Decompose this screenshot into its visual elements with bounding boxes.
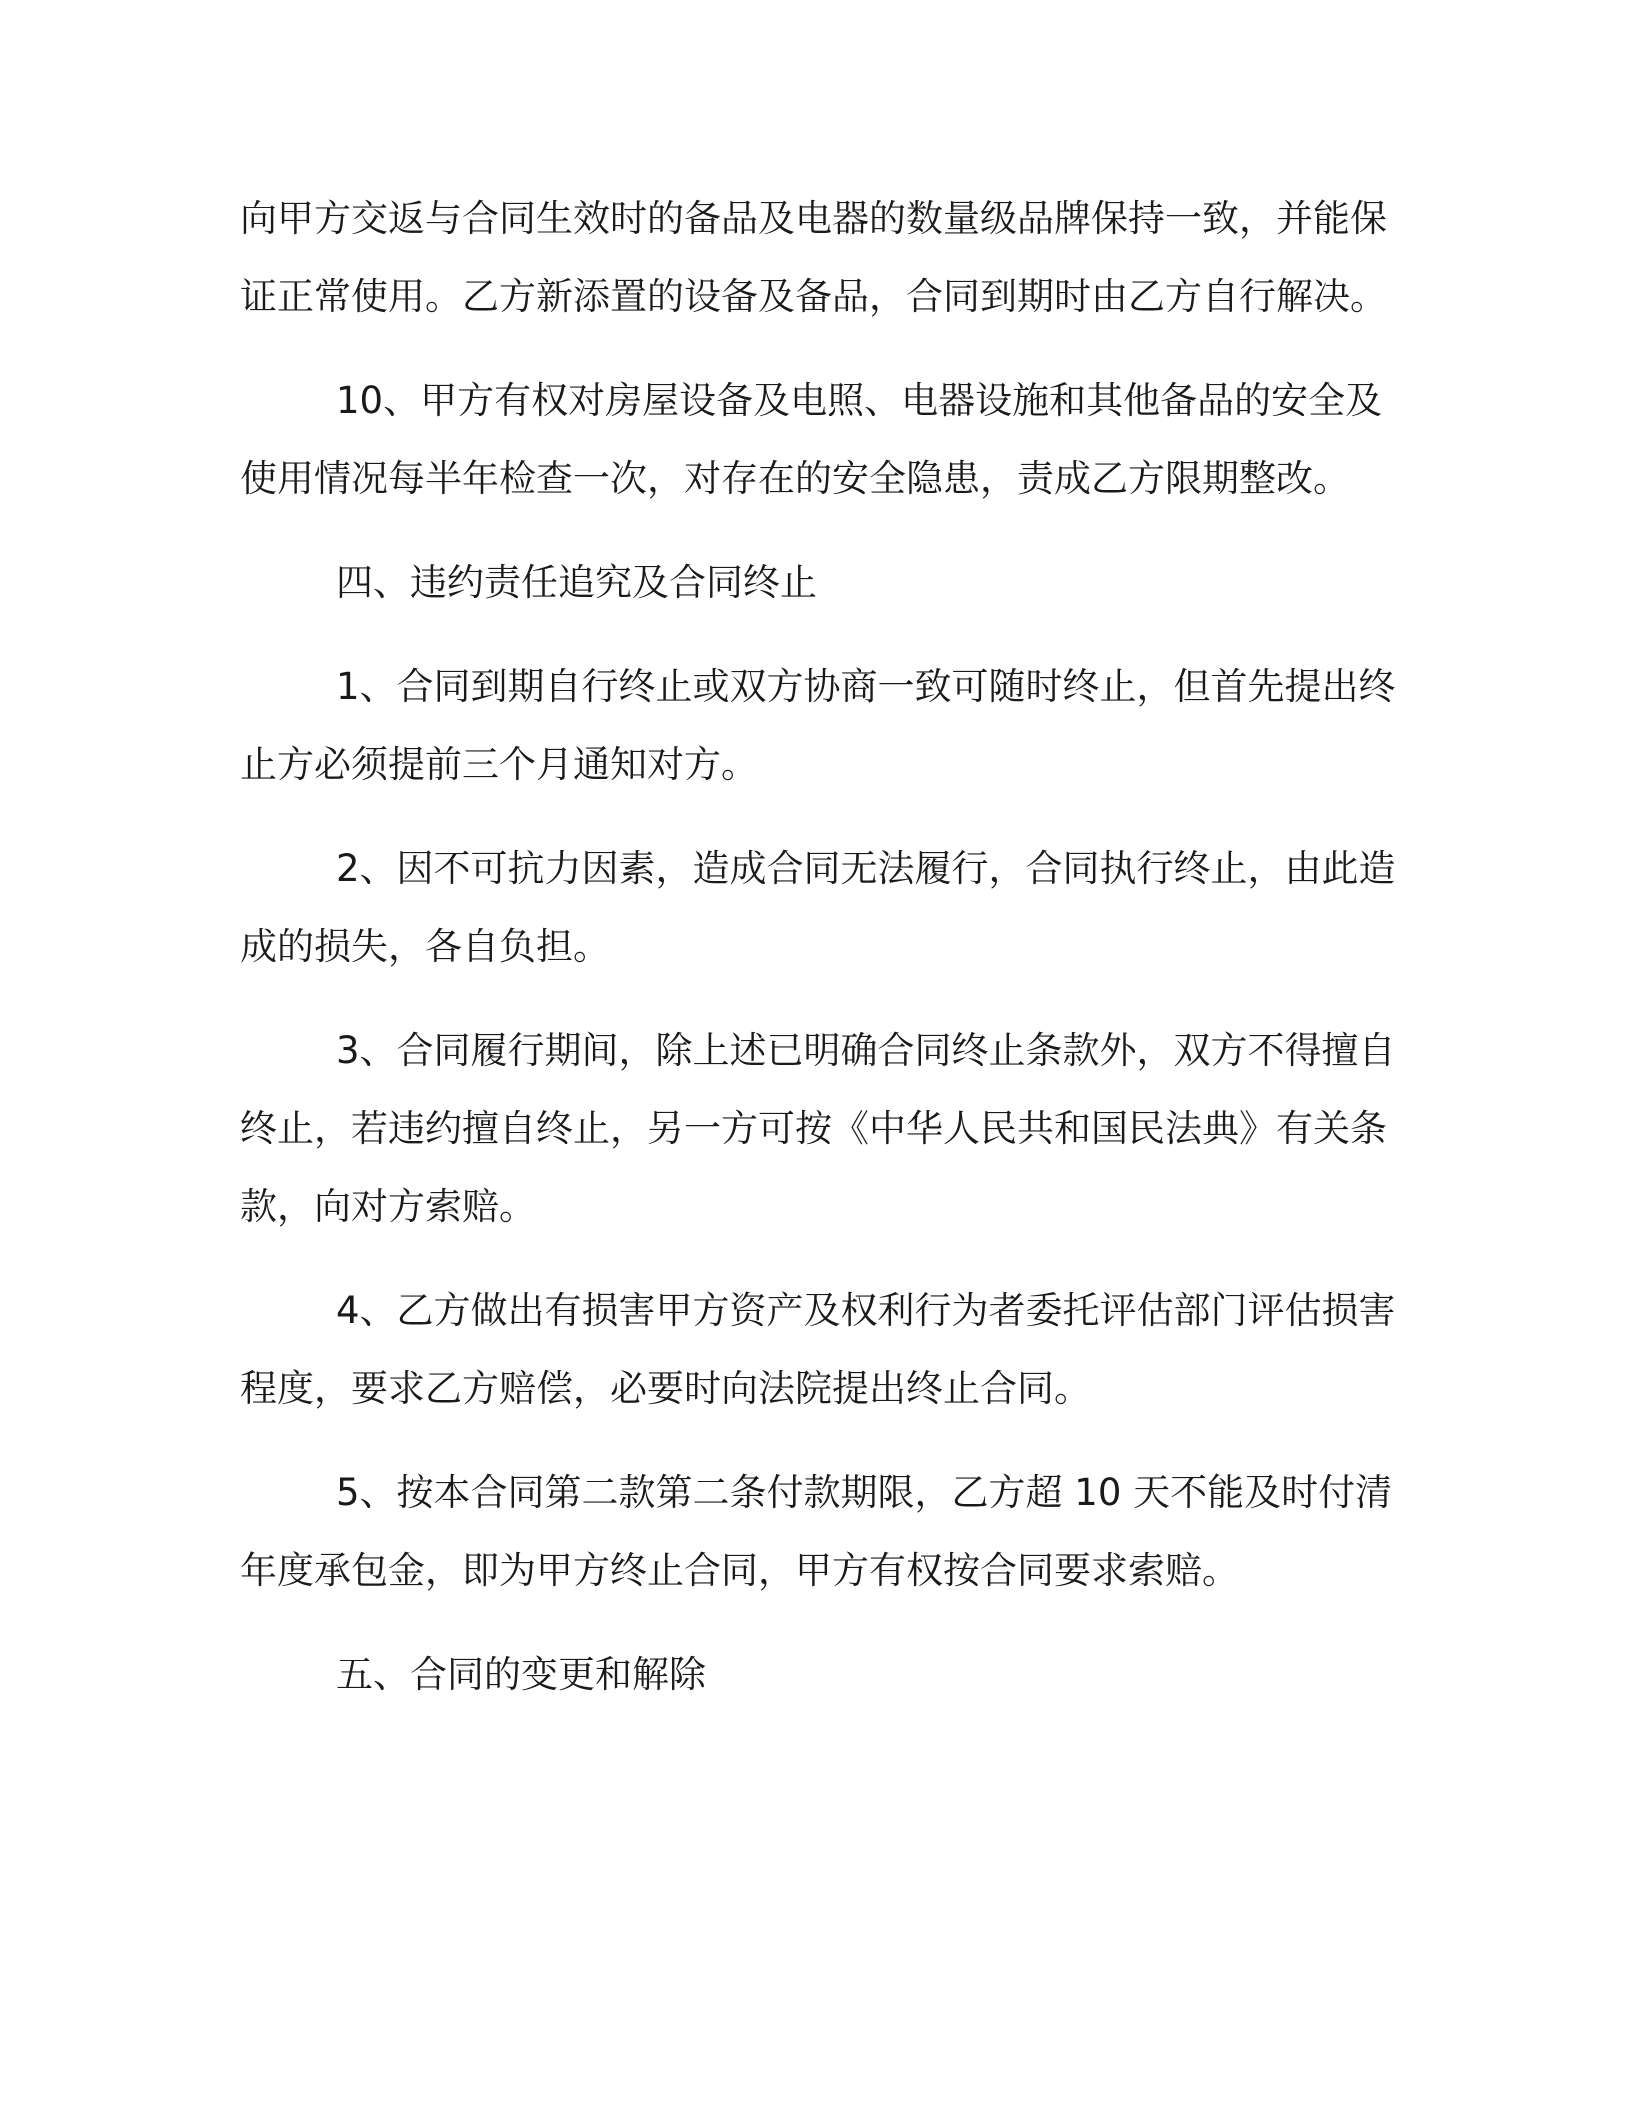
section-heading-5: 五、合同的变更和解除 [336,1653,706,1696]
clause-4-3: 3、合同履行期间，除上述已明确合同终止条款外，双方不得擅自终止，若违约擅自终止，另一方可按《中华人民共和国民法典》有关条款，向对方索赔。 [240,1029,1396,1228]
clause-10: 10、甲方有权对房屋设备及电照、电器设施和其他备品的安全及使用情况每半年检查一次，对存在的安全隐患，责成乙方限期整改。 [240,379,1383,500]
clause-4-1: 1、合同到期自行终止或双方协商一致可随时终止，但首先提出终止方必须提前三个月通知对方。 [240,665,1396,786]
section-heading-4: 四、违约责任追究及合同终止 [336,561,817,604]
document-body [240,180,1400,1740]
clause-4-4: 4、乙方做出有损害甲方资产及权利行为者委托评估部门评估损害程度，要求乙方赔偿，必要时向法院提出终止合同。 [240,1289,1396,1410]
clause-4-2: 2、因不可抗力因素，造成合同无法履行，合同执行终止，由此造成的损失，各自负担。 [240,847,1396,968]
clause-4-5: 5、按本合同第二款第二条付款期限，乙方超 10 天不能及时付清年度承包金，即为甲方终止合同，甲方有权按合同要求索赔。 [240,1471,1393,1592]
paragraph-continuation: 向甲方交返与合同生效时的备品及电器的数量级品牌保持一致，并能保证正常使用。乙方新添置的设备及备品，合同到期时由乙方自行解决。 [240,197,1387,318]
